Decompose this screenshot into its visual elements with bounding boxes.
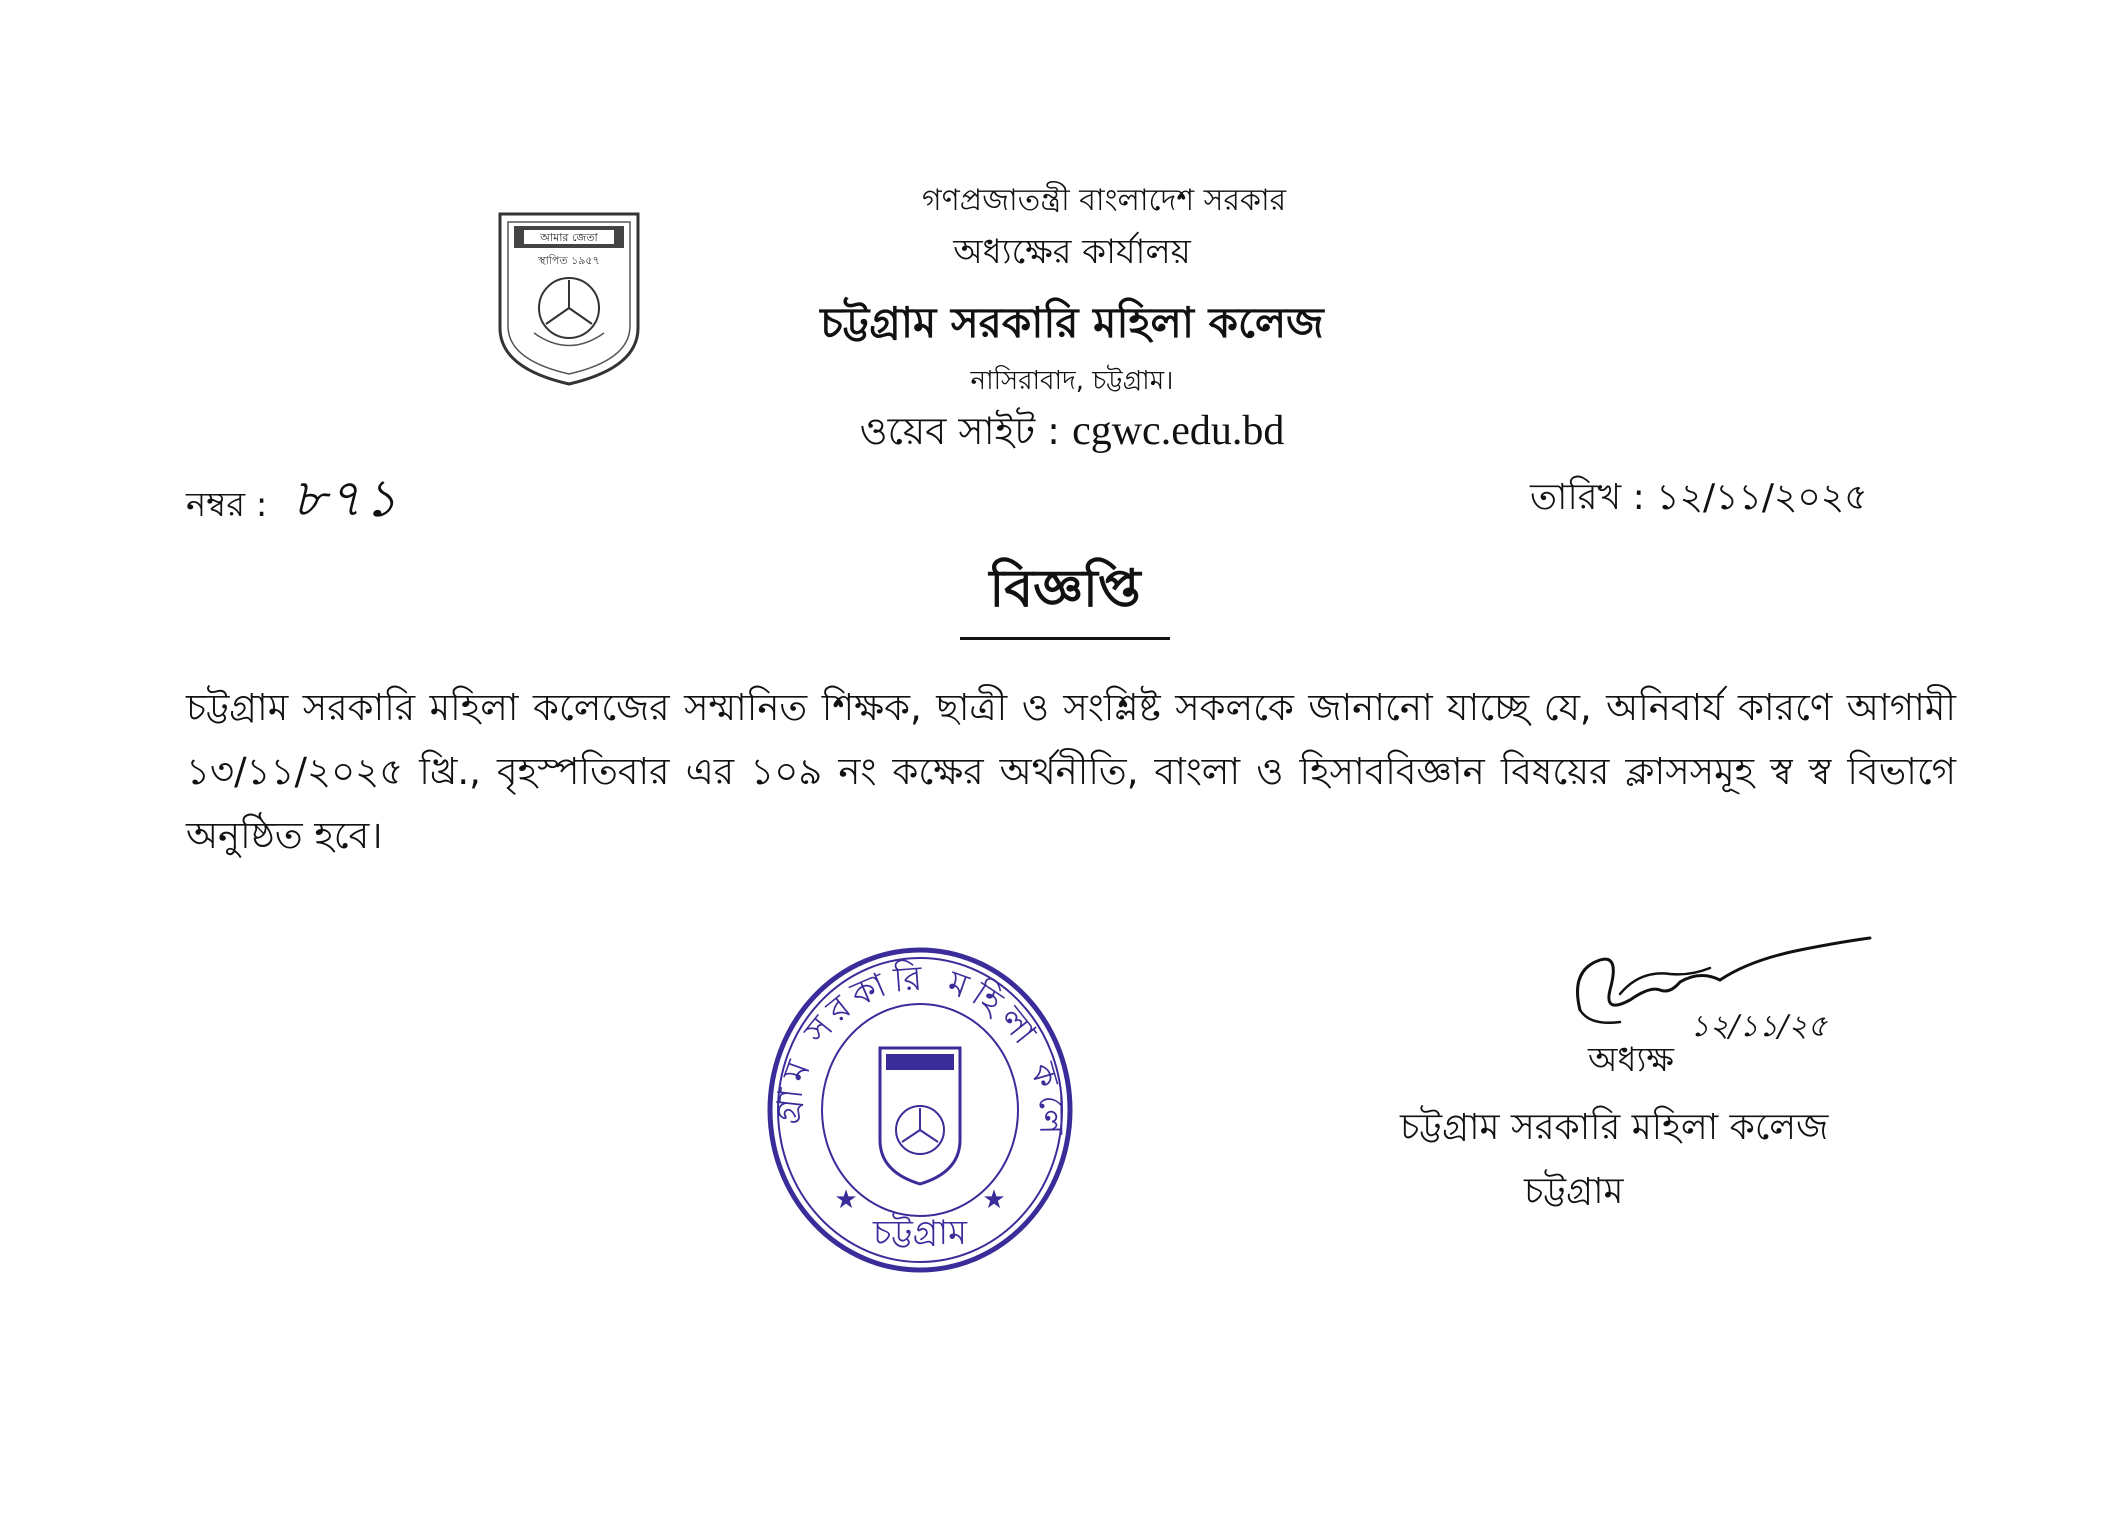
college-name: চট্টগ্রাম সরকারি মহিলা কলেজ [820,298,1324,347]
memo-number-value: ৮৭১ [292,469,400,529]
svg-text:★: ★ [834,1185,858,1215]
signatory-city: চট্টগ্রাম [1524,1171,1624,1212]
memo-number-label: নম্বর : [186,485,268,525]
svg-text:আমার জেতা: আমার জেতা [540,231,598,244]
website-url: cgwc.edu.bd [1072,408,1285,454]
seal-stamp [760,940,1080,1280]
office-name: অধ্যক্ষের কার্যালয় [953,232,1191,272]
notice-date [1530,470,1930,530]
signatory-title: অধ্যক্ষ [1588,1040,1674,1080]
signatory-college: চট্টগ্রাম সরকারি মহিলা কলেজ [1400,1107,1829,1148]
signature-date: ১২/১১/২৫ [1690,1009,1828,1044]
svg-text:★: ★ [982,1185,1006,1215]
website-label: ওয়েব সাইট : [859,409,1060,453]
svg-text:চট্টগ্রাম: চট্টগ্রাম [873,1213,967,1253]
notice-body: চট্টগ্রাম সরকারি মহিলা কলেজের সম্মানিত শিক্ষক, ছাত্রী ও সংশ্লিষ্ট সকলকে জানানো যাচ্ছে যে, অনিবার্য কারণে আগামী ১৩/১১/২০২৫ খ্রি., বৃহস্পতিবার এর ১০৯ নং কক্ষের অর্থনীতি, বাংলা ও হিসাববিজ্ঞান বিষয়ের ক্লাসসমূহ স্ব স্ব বিভাগে অনুষ্ঠিত হবে। [186,686,1956,857]
svg-text:চট্টগ্রাম সরকারি মহিলা কলেজ: গ্রাম সরকারি মহিলা কলে [767,958,1072,1141]
svg-text:স্থাপিত ১৯৫৭: স্থাপিত ১৯৫৭ [538,254,600,267]
official-seal [760,940,1080,1280]
date-label: তারিখ : [1530,477,1645,518]
college-logo-emblem [494,208,644,388]
memo-number [186,458,399,545]
college-logo [494,208,644,388]
notice-title: বিজ্ঞপ্তি [960,548,1170,640]
website-line [772,402,1372,466]
government-name: গণপ্রজাতন্ত্রী বাংলাদেশ সরকার [922,183,1287,218]
college-address: নাসিরাবাদ, চট্টগ্রাম। [970,366,1174,396]
date-value: ১২/১১/২০২৫ [1656,477,1868,518]
